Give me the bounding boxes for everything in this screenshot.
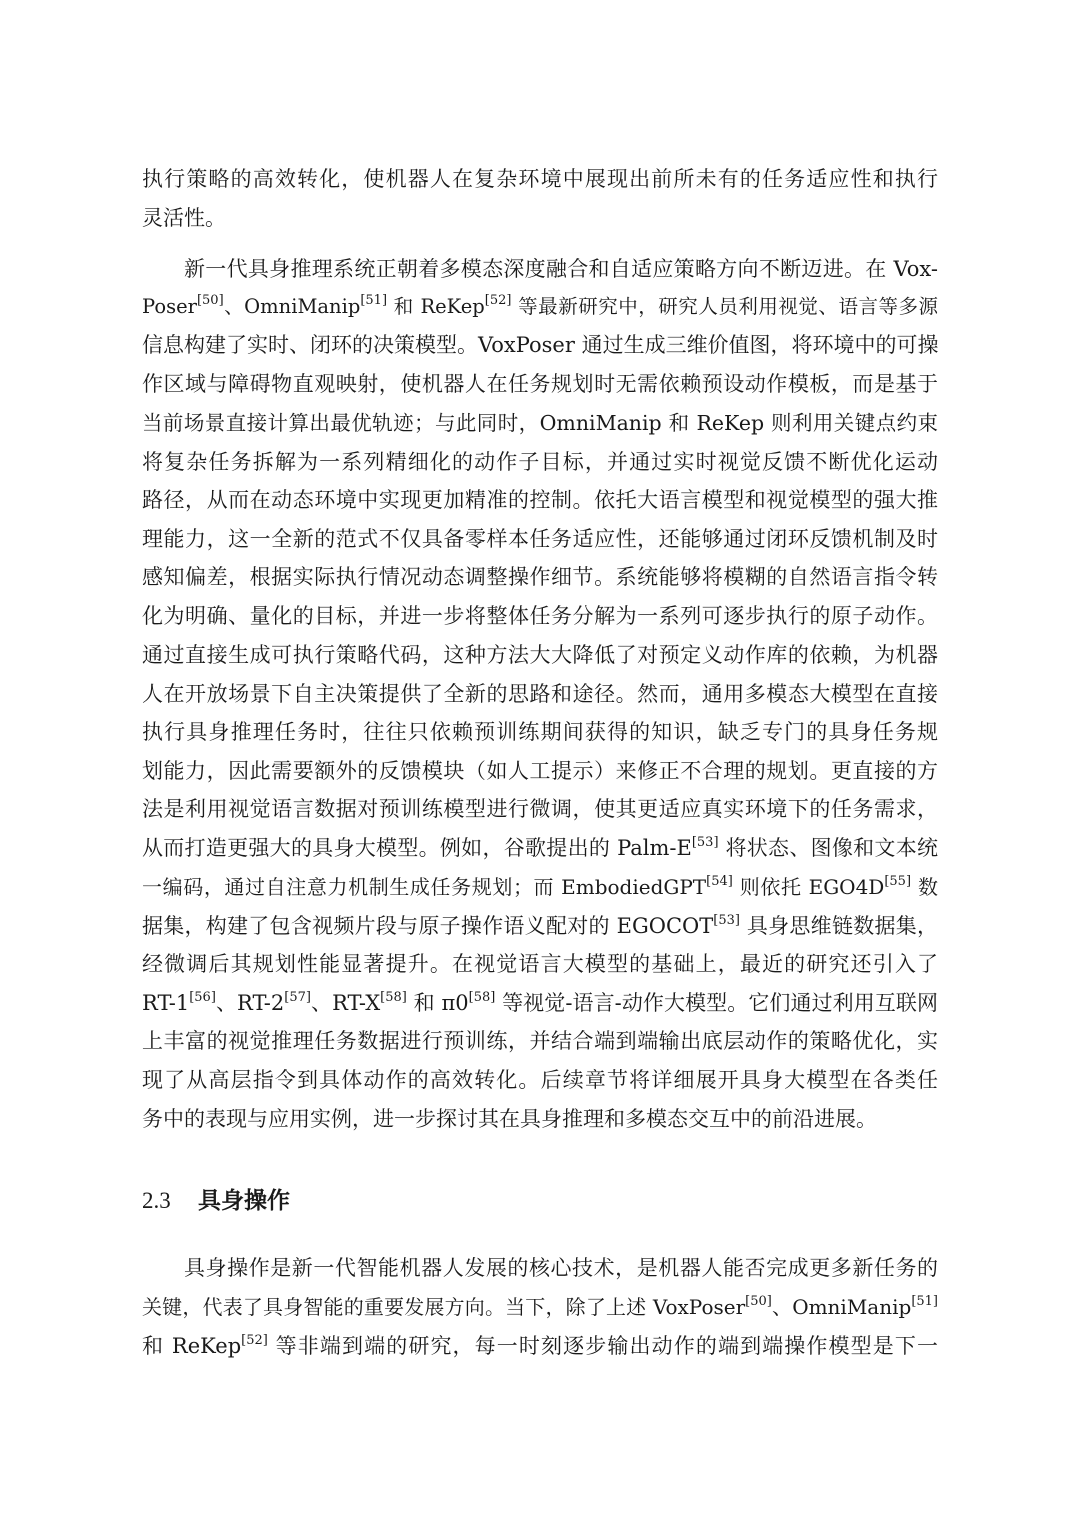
text-run: 、RT-X [310,991,381,1015]
text-line: 上丰富的视觉推理任务数据进行预训练，并结合端到端输出底层动作的策略优化，实 [142,1029,938,1053]
text-line: 理能力，这一全新的范式不仅具备零样本任务适应性，还能够通过闭环反馈机制及时 [142,527,938,551]
citation-ref: [50] [745,1294,772,1309]
text-line: 信息构建了实时、闭环的决策模型。VoxPoser 通过生成三维价值图，将环境中的可操 [142,333,939,357]
text-run: 将状态、图像和文本统 [718,836,938,860]
section-heading [142,1181,290,1221]
text-run: 和 ReKep [387,295,485,318]
citation-ref: [51] [911,1294,938,1309]
text-line: 新一代具身推理系统正朝着多模态深度融合和自适应策略方向不断迈进。在 Vox- [184,257,938,281]
text-line: 将复杂任务拆解为一系列精细化的动作子目标，并通过实时视觉反馈不断优化运动 [142,450,938,474]
text-run: 等最新研究中，研究人员利用视觉、语言等多源 [511,295,939,318]
citation-ref: [58] [468,990,496,1005]
citation-ref: [58] [380,990,407,1005]
text-line [142,868,938,906]
text-run: 则依托 EGO4D [732,875,885,899]
text-run: 、RT-2 [215,991,285,1015]
text-run: 一编码，通过自注意力机制生成任务规划；而 EmbodiedGPT [142,875,707,899]
text-line: 现了从高层指令到具体动作的高效转化。后续章节将详细展开具身大模型在各类任 [142,1068,938,1092]
citation-ref: [57] [284,990,311,1005]
text-line: 划能力，因此需要额外的反馈模块（如人工提示）来修正不合理的规划。更直接的方 [142,759,938,783]
text-line: 经微调后其规划性能显著提升。在视觉语言大模型的基础上，最近的研究还引入了 [142,952,938,976]
citation-ref: [54] [706,874,733,889]
text-run: 和 ReKep [142,1334,242,1358]
section-number: 2.3 [142,1188,171,1213]
citation-ref: [51] [360,293,388,308]
text-line: 作区域与障碍物直观映射，使机器人在任务规划时无需依赖预设动作模板，而是基于 [142,372,938,396]
text-line: 感知偏差，根据实际执行情况动态调整操作细节。系统能够将模糊的自然语言指令转 [142,565,938,589]
text-run: 从而打造更强大的具身大模型。例如，谷歌提出的 Palm-E [142,836,692,860]
text-run: Poser [142,295,197,318]
text-line: 法是利用视觉语言数据对预训练模型进行微调，使其更适应真实环境下的任务需求， [142,797,938,821]
citation-ref: [52] [241,1333,268,1348]
text-run: RT-1 [142,991,190,1015]
text-line: 通过直接生成可执行策略代码，这种方法大大降低了对预定义动作库的依赖，为机器 [142,643,938,667]
text-line: 路径，从而在动态环境中实现更加精准的控制。依托大语言模型和视觉模型的强大推 [142,488,938,512]
text-run: 和 π0 [406,991,469,1015]
text-line: 执行策略的高效转化，使机器人在复杂环境中展现出前所未有的任务适应性和执行 [142,167,938,191]
text-line: 务中的表现与应用实例，进一步探讨其在具身推理和多模态交互中的前沿进展。 [142,1107,877,1131]
text-line [142,1288,938,1326]
text-line [142,288,938,326]
text-line: 执行具身推理任务时，往往只依赖预训练期间获得的知识，缺乏专门的具身任务规 [142,720,938,744]
text-line [142,1327,938,1365]
citation-ref: [52] [484,293,512,308]
text-line: 当前场景直接计算出最优轨迹；与此同时，OmniManip 和 ReKep 则利用关键点约束 [142,411,938,435]
text-line: 灵活性。 [142,206,226,230]
citation-ref: [50] [196,293,224,308]
text-line [142,907,938,945]
text-line [142,984,938,1022]
text-line [142,829,938,867]
text-run: 、OmniManip [223,295,361,318]
text-line: 具身操作是新一代智能机器人发展的核心技术，是机器人能否完成更多新任务的 [184,1256,938,1280]
text-run: 、OmniManip [771,1295,912,1319]
text-run: 据集，构建了包含视频片段与原子操作语义配对的 EGOCOT [142,914,714,938]
text-run: 具身思维链数据集， [739,914,938,938]
text-line: 化为明确、量化的目标，并进一步将整体任务分解为一系列可逐步执行的原子动作。 [142,604,938,628]
text-run: 等视觉-语言-动作大模型。它们通过利用互联网 [495,991,939,1015]
citation-ref: [56] [189,990,216,1005]
citation-ref: [55] [884,874,912,889]
text-run: 等非端到端的研究，每一时刻逐步输出动作的端到端操作模型是下一 [267,1334,938,1358]
text-line: 人在开放场景下自主决策提供了全新的思路和途径。然而，通用多模态大模型在直接 [142,682,938,706]
citation-ref: [53] [691,835,719,850]
citation-ref: [53] [713,913,740,928]
text-run: 关键，代表了具身智能的重要发展方向。当下，除了上述 VoxPoser [142,1295,746,1319]
text-run: 数 [911,875,938,899]
section-title: 具身操作 [198,1187,290,1214]
